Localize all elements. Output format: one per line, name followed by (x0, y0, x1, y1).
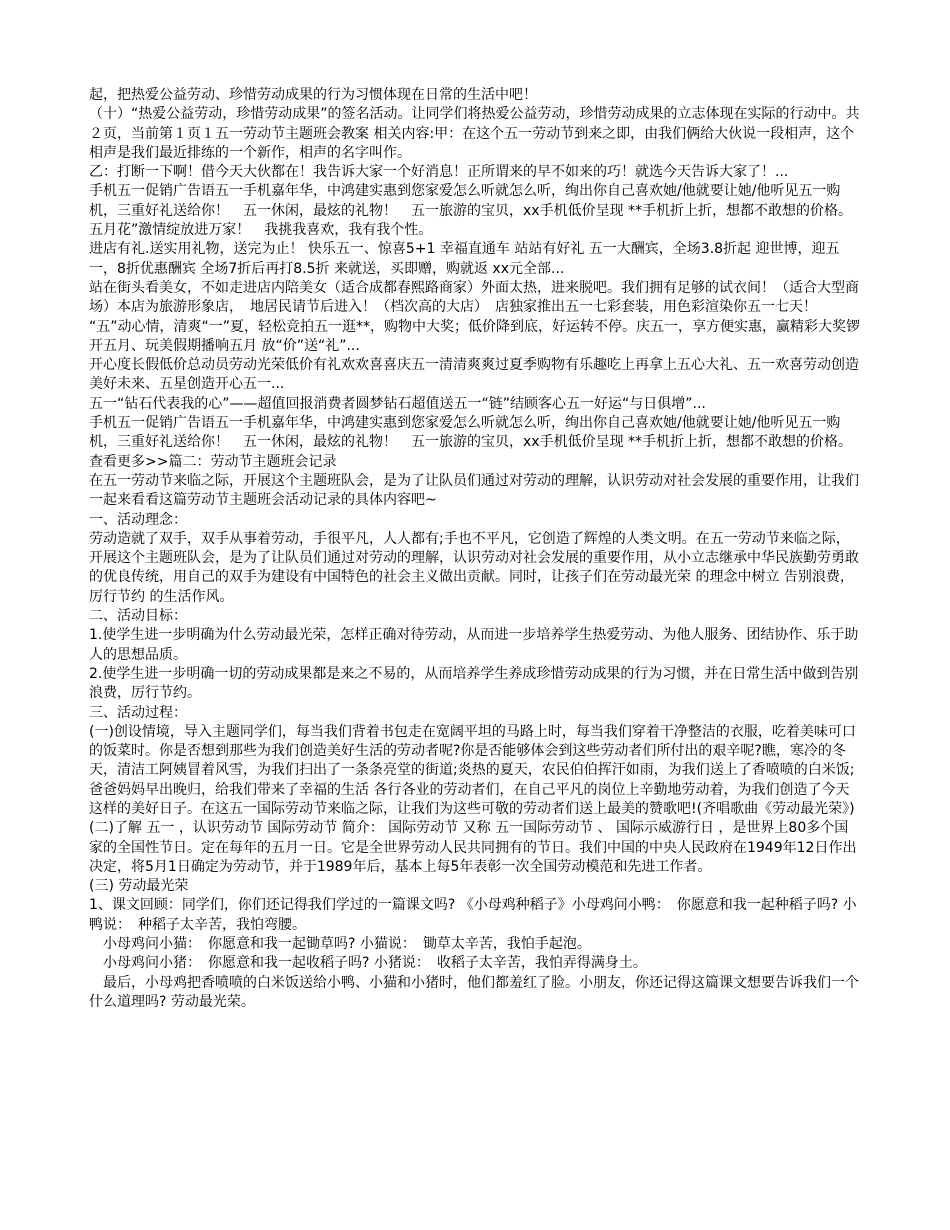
section-heading: 二、活动目标： (89, 608, 187, 625)
see-more-link[interactable]: 查看更多>>篇二：劳动节主题班会记录 (89, 453, 337, 470)
paragraph: 站在街头看美女，不如走进店内陪美女（适合成都春熙路商家）外面太热，进来脱吧。我们拥有足够的试衣间！（适合大型商场）本店为旅游形象店， 地居民请节后进入！（档次高的大店） 店独家推出五一七彩套装，用色彩渲染你五一七天！ (89, 279, 859, 316)
paragraph: 开心度长假低价总动员劳动光荣低价有礼欢欢喜喜庆五一清清爽爽过夏季购物有乐趣吃上再拿上五心大礼、五一欢喜劳动创造美好未来、五星创造开心五一... (89, 357, 859, 393)
paragraph: 在五一劳动节来临之际，开展这个主题班队会，是为了让队员们通过对劳动的理解，认识劳动对社会发展的重要作用，让我们一起来看看这篇劳动节主题班会活动记录的具体内容吧~ (89, 472, 859, 509)
paragraph: 劳动造就了双手，双手从事着劳动，手很平凡，人人都有;手也不平凡，它创造了辉煌的人类文明。在五一劳动节来临之际，开展这个主题班队会，是为了让队员们通过对劳动的理解，认识劳动对社会发展的重要作用，从小立志继承中华民族勤劳勇敢的优良传统，用自己的双手为建设有中国特色的社会主义做出贡献。同时，让孩子们在劳动最光荣 的理念中树立 告别浪费，厉行节约 的生活作风。 (89, 530, 859, 605)
section-heading: 一、活动理念： (89, 511, 187, 528)
paragraph: 进店有礼.送实用礼物，送完为止！ 快乐五一、惊喜5+1 幸福直通车 站站有好礼 五一大酬宾，全场3.8折起 迎世博，迎五一，8折优惠酬宾 全场7折后再打8.5折 来就送，买即赠，购就返 xx元全部... (89, 241, 840, 277)
paragraph: 起，把热爱公益劳动、珍惜劳动成果的行为习惯体现在日常的生活中吧！ (89, 87, 537, 103)
paragraph: 最后，小母鸡把香喷喷的白米饭送给小鸭、小猫和小猪时，他们都羞红了脸。小朋友，你还记得这篇课文想要告诉我们一个什么道理吗? 劳动最光荣。 (89, 974, 859, 1010)
paragraph: 2.使学生进一步明确一切的劳动成果都是来之不易的，从而培养学生养成珍惜劳动成果的行为习惯，并在日常生活中做到告别浪费，厉行节约。 (89, 665, 859, 702)
paragraph: 乙：打断一下啊！借今天大伙都在！我告诉大家一个好消息！正所谓来的早不如来的巧！就选今天告诉大家了！... (89, 164, 789, 181)
paragraph: “五”动心情，清爽“一”夏，轻松竞拍五一逛**，购物中大奖；低价降到底，好运转不停。庆五一，享方便实惠，赢精彩大奖锣开五月、玩美假期播响五月 放“价”送“礼”... (89, 318, 861, 354)
paragraph: (二)了解 五一 ，认识劳动节 国际劳动节 简介： 国际劳动节 又称 五一国际劳动节 、 国际示威游行日 ，是世界上80多个国家的全国性节日。定在每年的五月一日。它是全世界劳动人民共同拥有的节日。我们中国的中央人民政府在1949年12日作出决定，将5月1日确定为劳动节，并于1989年后，基本上每5年表彰一次全国劳动模范和先进工作者。 (89, 820, 857, 875)
paragraph: （十）“热爱公益劳动，珍惜劳动成果”的签名活动。让同学们将热爱公益劳动，珍惜劳动成果的立志体现在实际的行动中。共２页，当前第１页１五一劳动节主题班会教案 相关内容:甲：在这个五一劳动节到来之即，由我们俩给大伙说一段相声，这个相声是我们最近排练的一个新作，相声的名字叫作。 (89, 106, 860, 161)
section-heading: (三) 劳动最光荣 (89, 878, 189, 895)
paragraph: 小母鸡问小猫： 你愿意和我一起锄草吗? 小猫说： 锄草太辛苦，我怕手起泡。 (89, 936, 591, 953)
paragraph: (一)创设情境，导入主题同学们，每当我们背着书包走在宽阔平坦的马路上时，每当我们穿着干净整洁的衣服，吃着美味可口的饭菜时。你是否想到那些为我们创造美好生活的劳动者呢?你是否能够体会到这些劳动者们所付出的艰辛呢?瞧，寒冷的冬天，清洁工阿姨冒着风雪，为我们扫出了一条条亮堂的街道;炎热的夏天，农民伯伯挥汗如雨，为我们送上了香喷喷的白米饭;爸爸妈妈早出晚归，给我们带来了幸福的生活 各行各业的劳动者们，在自己平凡的岗位上辛勤地劳动着，为我们创造了今天这样的美好日子。在这五一国际劳动节来临之际，让我们为这些可敬的劳动者们送上最美的赞歌吧!(齐唱歌曲《劳动最光荣》) (89, 723, 856, 817)
paragraph: 五月花”激情绽放进万家！ 我挑我喜欢，我有我个性。 (89, 222, 433, 239)
paragraph: 1、课文回顾：同学们，你们还记得我们学过的一篇课文吗? 《小母鸡种稻子》小母鸡问小鸭： 你愿意和我一起种稻子吗? 小鸭说： 种稻子太辛苦，我怕弯腰。 (89, 897, 857, 933)
section-heading: 三、活动过程： (89, 704, 187, 721)
paragraph: 小母鸡问小猪： 你愿意和我一起收稻子吗? 小猪说： 收稻子太辛苦，我怕弄得满身土。 (89, 955, 647, 972)
document-body (89, 86, 861, 1012)
paragraph: 1.使学生进一步明确为什么劳动最光荣，怎样正确对待劳动，从而进一步培养学生热爱劳动、为他人服务、团结协作、乐于助人的思想品质。 (89, 627, 859, 663)
paragraph: 五一“钻石代表我的心”——超值回报消费者圆梦钻石超值送五一“链”结顾客心五一好运“与日俱增”... (89, 395, 706, 412)
paragraph: 手机五一促销广告语五一手机嘉年华，中鸿建实惠到您家爱怎么听就怎么听，绚出你自己喜欢她/他就要让她/他听见五一购机，三重好礼送给你！ 五一休闲，最炫的礼物！ 五一旅游的宝贝，xx手机低价呈现 **手机折上折，想都不敢想的价格。 (89, 183, 853, 219)
paragraph: 手机五一促销广告语五一手机嘉年华，中鸿建实惠到您家爱怎么听就怎么听，绚出你自己喜欢她/他就要让她/他听见五一购机，三重好礼送给你！ 五一休闲，最炫的礼物！ 五一旅游的宝贝，xx手机低价呈现 **手机折上折，想都不敢想的价格。 (89, 415, 853, 451)
